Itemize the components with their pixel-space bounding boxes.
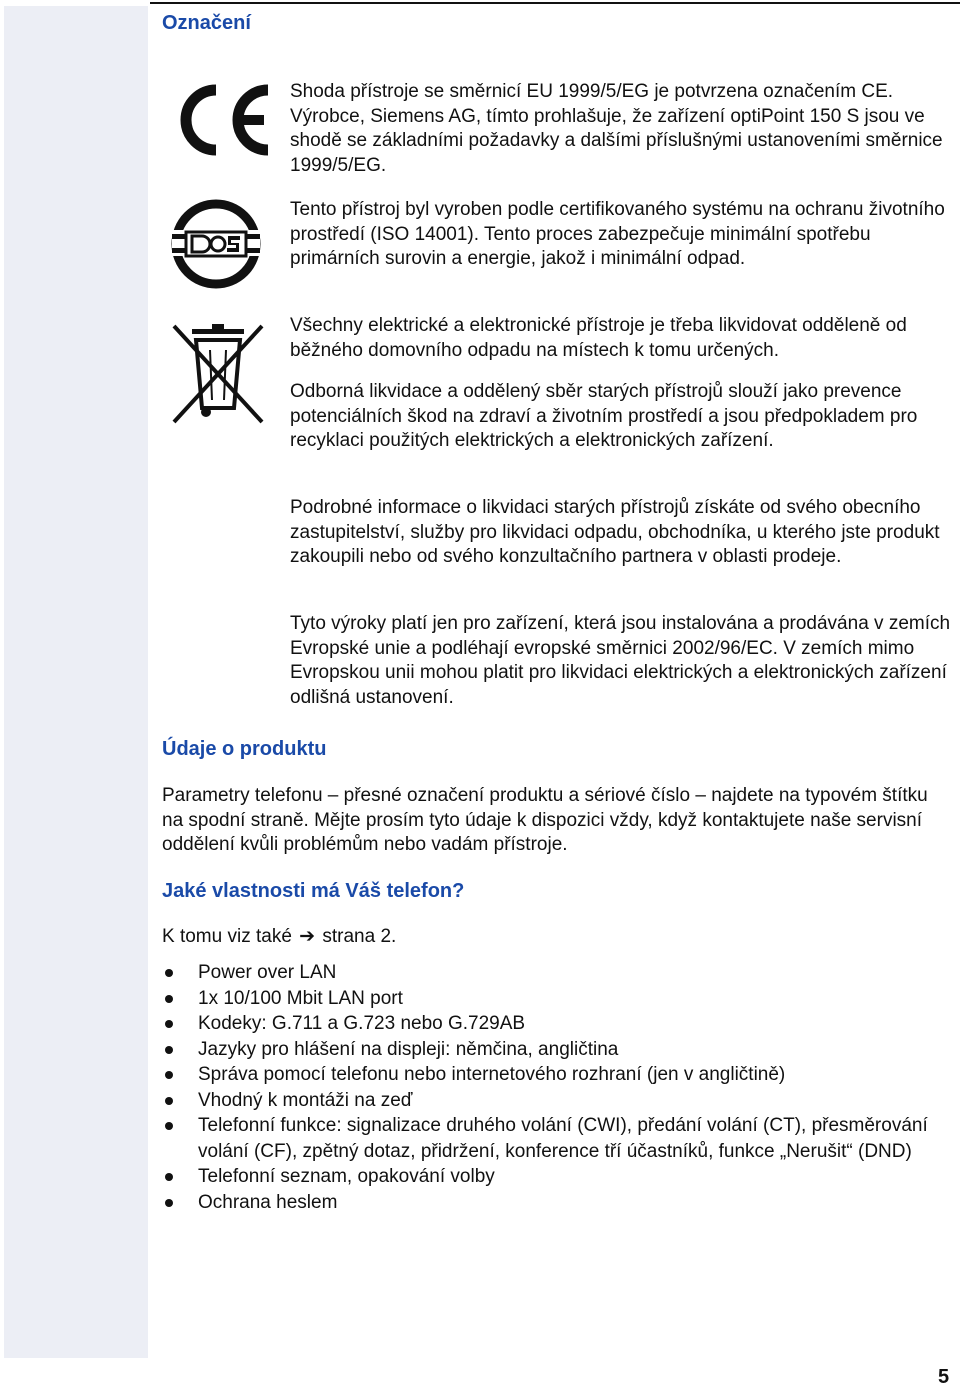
- page-number: 5: [938, 1366, 950, 1388]
- margin-sidebar: [4, 6, 148, 1358]
- bullet-icon: [165, 1046, 173, 1054]
- heading-udaje-o-produktu: Údaje o produktu: [162, 738, 327, 760]
- list-item: Správa pomocí telefonu nebo internetového rozhraní (jen v angličtině): [162, 1062, 952, 1088]
- product-label-paragraph: Parametry telefonu – přesné označení produktu a sériové číslo – najdete na typovém štítku na spodní straně. Mějte prosím tyto údaje k dispozici vždy, když kontaktujete naše servisní oddělení kvůli problémům nebo vadám přístroje.: [162, 785, 928, 855]
- list-item: Power over LAN: [162, 960, 952, 986]
- bullet-icon: [165, 1173, 173, 1181]
- heading-vlastnosti: Jaké vlastnosti má Váš telefon?: [162, 880, 465, 902]
- list-item: Jazyky pro hlášení na displeji: němčina, angličtina: [162, 1037, 952, 1063]
- bullet-icon: [165, 1199, 173, 1207]
- feature-list: [162, 960, 952, 1215]
- arrow-right-icon: ➔: [299, 926, 316, 947]
- bullet-icon: [165, 1097, 173, 1105]
- list-item: Telefonní seznam, opakování volby: [162, 1164, 952, 1190]
- list-item: Ochrana heslem: [162, 1190, 952, 1216]
- prevention-paragraph: Odborná likvidace a oddělený sběr starých přístrojů slouží jako prevence potenciálních škod na zdraví a životním prostředí a jsou předpokladem pro recyklaci použitých elektrických a elektronických zařízení.: [290, 381, 918, 451]
- iso-paragraph: Tento přístroj byl vyroben podle certifikovaného systému na ochranu životního prostředí (ISO 14001). Tento proces zabezpečuje minimální spotřebu primárních surovin a energie, jakož i minimální odpad.: [290, 199, 945, 269]
- bullet-icon: [165, 1071, 173, 1079]
- list-item: Telefonní funkce: signalizace druhého volání (CWI), předání volání (CT), přesměrování volání (CF), zpětný dotaz, přidržení, konference tří účastníků, funkce „Nerušit“ (DND): [162, 1113, 952, 1164]
- bullet-icon: [165, 1020, 173, 1028]
- ce-conformity-paragraph: Shoda přístroje se směrnicí EU 1999/5/EG je potvrzena označením CE. Výrobce, Siemens AG, tímto prohlašuje, že zařízení optiPoint 150 S jsou ve shodě se základními požadavky a dalšími příslušnými ustanoveními směrnice 1999/5/EG.: [290, 81, 943, 176]
- list-item: 1x 10/100 Mbit LAN port: [162, 986, 952, 1012]
- reference-link[interactable]: strana 2.: [322, 926, 397, 947]
- reference-prefix: K tomu viz také: [162, 926, 292, 947]
- page-reference: [162, 925, 952, 950]
- eu-scope-paragraph: Tyto výroky platí jen pro zařízení, která jsou instalována a prodávána v zemích Evropské unie a podléhají evropské směrnici 2002/96/EC. V zemích mimo Evropskou unii mohou platit pro likvidaci elektrických a elektronických zařízení odlišná ustanovení.: [290, 613, 951, 708]
- crossed-out-bin-icon: [168, 318, 268, 428]
- disposal-paragraph: Všechny elektrické a elektronické přístroje je třeba likvidovat odděleně od běžného domovního odpadu na místech k tomu určených.: [290, 315, 907, 361]
- header-rule: [150, 2, 960, 4]
- dqs-certification-icon: [170, 196, 262, 292]
- heading-oznaceni: Označení: [162, 12, 251, 34]
- bullet-icon: [165, 1122, 173, 1130]
- ce-mark-logo: [170, 82, 274, 158]
- list-item: Vhodný k montáži na zeď: [162, 1088, 952, 1114]
- bullet-icon: [165, 969, 173, 977]
- bullet-icon: [165, 995, 173, 1003]
- info-paragraph: Podrobné informace o likvidaci starých přístrojů získáte od svého obecního zastupitelství, služby pro likvidaci odpadu, obchodníka, u kterého jste produkt zakoupili nebo od svého konzultačního partnera v oblasti prodeje.: [290, 497, 940, 567]
- list-item: Kodeky: G.711 a G.723 nebo G.729AB: [162, 1011, 952, 1037]
